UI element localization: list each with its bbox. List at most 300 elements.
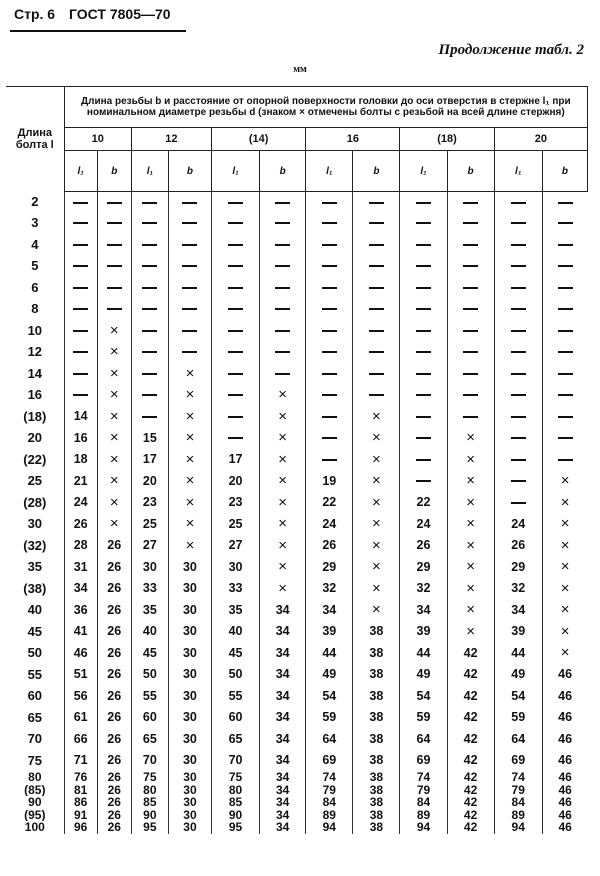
dash-cell [212,384,260,406]
value-cell: 42 [447,771,494,784]
value-cell: 32 [306,578,353,600]
diameter-header: 10 [64,128,131,151]
subheader-l1: l₁ [306,151,353,192]
bolt-length-cell: 65 [27,709,43,725]
full-thread-mark-cell: × [97,427,131,449]
value-cell: 56 [64,685,97,707]
bolt-length-cell: 6 [31,279,39,295]
value-cell: 17 [212,449,260,471]
dash-cell [400,277,447,299]
value-cell: 25 [131,513,168,535]
dash-cell [97,212,131,234]
value-cell: 49 [306,664,353,686]
dash-cell [97,255,131,277]
full-thread-mark-cell: × [260,492,306,514]
subheader-l1: l₁ [212,151,260,192]
dash-cell [212,406,260,428]
table-row [6,796,588,809]
full-thread-mark-cell: × [168,492,211,514]
table-row [6,513,588,535]
value-cell: 84 [400,796,447,809]
table-row [6,212,588,234]
value-cell: 39 [400,621,447,643]
full-thread-mark-cell: × [260,470,306,492]
full-thread-mark-cell: × [447,449,494,471]
value-cell: 22 [400,492,447,514]
bolt-length-cell: (32) [23,537,47,553]
value-cell: 40 [212,621,260,643]
dash-cell [131,406,168,428]
value-cell: 55 [212,685,260,707]
full-thread-mark-cell: × [168,363,211,385]
full-thread-mark-cell: × [97,320,131,342]
dash-cell [168,277,211,299]
dash-cell [131,234,168,256]
bolt-length-cell: (18) [23,408,47,424]
full-thread-mark-cell: × [260,427,306,449]
value-cell: 66 [64,728,97,750]
value-cell: 42 [447,796,494,809]
value-cell: 17 [131,449,168,471]
value-cell: 34 [260,685,306,707]
value-cell: 64 [494,728,542,750]
dash-cell [97,192,131,213]
bolt-length-cell: (85) [24,783,46,796]
dash-cell [131,363,168,385]
value-cell: 59 [400,707,447,729]
dash-cell [542,427,587,449]
dash-cell [447,192,494,213]
value-cell: 24 [64,492,97,514]
table-row [6,192,588,213]
bolt-length-cell: 50 [27,645,43,661]
value-cell: 60 [131,707,168,729]
table-caption: Длина резьбы b и расстояние от опорной поверхности головки до оси отверстия в стержне l₁ при номинальном диаметре резьбы d (знаком × отмечены болты с резьбой на всей длине стержня) [64,87,587,128]
value-cell: 90 [131,809,168,822]
dash-cell [400,406,447,428]
value-cell: 38 [353,664,400,686]
full-thread-mark-cell: × [353,470,400,492]
value-cell: 26 [97,556,131,578]
dash-cell [542,449,587,471]
value-cell: 70 [212,750,260,772]
value-cell: 38 [353,621,400,643]
value-cell: 26 [97,728,131,750]
dash-cell [168,298,211,320]
dash-cell [97,234,131,256]
value-cell: 38 [353,821,400,834]
value-cell: 29 [306,556,353,578]
table-row [6,556,588,578]
bolt-length-cell: 60 [27,688,43,704]
table-row [6,685,588,707]
bolt-length-cell: 40 [27,602,43,618]
full-thread-mark-cell: × [542,492,587,514]
dash-cell [400,363,447,385]
value-cell: 42 [447,750,494,772]
full-thread-mark-cell: × [542,642,587,664]
value-cell: 27 [212,535,260,557]
value-cell: 26 [97,578,131,600]
value-cell: 46 [542,685,587,707]
value-cell: 26 [97,796,131,809]
value-cell: 46 [542,796,587,809]
dash-cell [212,298,260,320]
value-cell: 80 [212,784,260,797]
value-cell: 26 [97,621,131,643]
full-thread-mark-cell: × [97,363,131,385]
table-row [6,784,588,797]
value-cell: 85 [131,796,168,809]
dash-cell [400,234,447,256]
dash-cell [494,363,542,385]
value-cell: 75 [212,771,260,784]
value-cell: 15 [131,427,168,449]
full-thread-mark-cell: × [447,578,494,600]
dash-cell [353,298,400,320]
value-cell: 30 [168,796,211,809]
value-cell: 29 [494,556,542,578]
value-cell: 42 [447,821,494,834]
full-thread-mark-cell: × [260,449,306,471]
dash-cell [494,277,542,299]
dash-cell [400,212,447,234]
value-cell: 90 [212,809,260,822]
value-cell: 34 [260,621,306,643]
bolt-length-cell: 14 [27,365,43,381]
full-thread-mark-cell: × [168,384,211,406]
full-thread-mark-cell: × [447,513,494,535]
dash-cell [494,212,542,234]
full-thread-mark-cell: × [353,492,400,514]
dash-cell [447,298,494,320]
table-row [6,809,588,822]
dash-cell [64,320,97,342]
table-row [6,449,588,471]
value-cell: 30 [168,809,211,822]
bolt-length-cell: (22) [23,451,47,467]
bolt-length-cell: 70 [27,731,43,747]
dash-cell [494,449,542,471]
value-cell: 16 [64,427,97,449]
dash-cell [542,277,587,299]
value-cell: 46 [542,771,587,784]
dash-cell [131,384,168,406]
full-thread-mark-cell: × [447,621,494,643]
value-cell: 24 [400,513,447,535]
value-cell: 46 [542,707,587,729]
dash-cell [400,341,447,363]
table-row [6,771,588,784]
table-row [6,298,588,320]
dash-cell [306,341,353,363]
value-cell: 30 [168,664,211,686]
value-cell: 26 [306,535,353,557]
dash-cell [212,192,260,213]
full-thread-mark-cell: × [260,556,306,578]
bolt-length-cell: (95) [24,808,46,821]
value-cell: 49 [400,664,447,686]
dash-cell [542,320,587,342]
full-thread-mark-cell: × [353,556,400,578]
value-cell: 38 [353,796,400,809]
bolt-length-cell: 45 [27,623,43,639]
dash-cell [212,277,260,299]
full-thread-mark-cell: × [260,513,306,535]
full-thread-mark-cell: × [260,384,306,406]
page-number: Стр. 6 [14,6,56,22]
value-cell: 34 [494,599,542,621]
dash-cell [168,320,211,342]
value-cell: 45 [212,642,260,664]
dash-cell [306,234,353,256]
subheader-b: b [353,151,400,192]
full-thread-mark-cell: × [260,578,306,600]
value-cell: 35 [131,599,168,621]
dash-cell [306,363,353,385]
dash-cell [447,384,494,406]
diameter-header: (18) [400,128,494,151]
dash-cell [131,277,168,299]
full-thread-mark-cell: × [97,492,131,514]
value-cell: 96 [64,821,97,834]
value-cell: 31 [64,556,97,578]
bolt-length-cell: 90 [28,796,42,809]
table-row [6,535,588,557]
full-thread-mark-cell: × [353,599,400,621]
value-cell: 34 [260,750,306,772]
value-cell: 50 [131,664,168,686]
bolt-length-cell: 16 [27,387,43,403]
value-cell: 30 [168,750,211,772]
value-cell: 34 [260,809,306,822]
value-cell: 50 [212,664,260,686]
dash-cell [400,470,447,492]
dash-cell [447,212,494,234]
dash-cell [64,234,97,256]
dash-cell [260,298,306,320]
value-cell: 76 [64,771,97,784]
value-cell: 69 [306,750,353,772]
value-cell: 74 [306,771,353,784]
value-cell: 35 [212,599,260,621]
standard-number: ГОСТ 7805—70 [68,6,171,22]
dash-cell [494,492,542,514]
dash-cell [447,255,494,277]
dash-cell [494,427,542,449]
value-cell: 46 [542,809,587,822]
bolt-length-cell: 55 [27,666,43,682]
dash-cell [494,192,542,213]
value-cell: 34 [260,707,306,729]
value-cell: 95 [212,821,260,834]
value-cell: 38 [353,685,400,707]
value-cell: 42 [447,728,494,750]
value-cell: 26 [97,642,131,664]
page-header [14,6,181,22]
dash-cell [353,341,400,363]
full-thread-mark-cell: × [447,535,494,557]
value-cell: 19 [306,470,353,492]
dash-cell [494,406,542,428]
bolt-dimensions-table [6,86,588,834]
dash-cell [168,234,211,256]
full-thread-mark-cell: × [447,556,494,578]
value-cell: 79 [306,784,353,797]
table-row [6,320,588,342]
value-cell: 30 [168,784,211,797]
table-row [6,621,588,643]
value-cell: 69 [494,750,542,772]
dash-cell [447,341,494,363]
value-cell: 65 [131,728,168,750]
dash-cell [447,363,494,385]
table-row [6,664,588,686]
table-row [6,406,588,428]
full-thread-mark-cell: × [260,535,306,557]
dash-cell [306,384,353,406]
value-cell: 26 [97,707,131,729]
bolt-length-cell: 30 [27,516,43,532]
subheader-b: b [260,151,306,192]
bolt-length-cell: 80 [28,771,42,784]
value-cell: 46 [64,642,97,664]
value-cell: 45 [131,642,168,664]
value-cell: 38 [353,750,400,772]
dash-cell [260,320,306,342]
value-cell: 30 [168,821,211,834]
table-row [6,707,588,729]
value-cell: 20 [212,470,260,492]
full-thread-mark-cell: × [353,406,400,428]
value-cell: 30 [212,556,260,578]
value-cell: 33 [131,578,168,600]
value-cell: 38 [353,707,400,729]
dash-cell [353,320,400,342]
dash-cell [168,212,211,234]
value-cell: 42 [447,784,494,797]
dash-cell [64,341,97,363]
table-row [6,427,588,449]
dash-cell [64,384,97,406]
dash-cell [494,298,542,320]
dash-cell [400,384,447,406]
value-cell: 20 [131,470,168,492]
full-thread-mark-cell: × [97,341,131,363]
value-cell: 34 [260,664,306,686]
value-cell: 95 [131,821,168,834]
value-cell: 28 [64,535,97,557]
table-body [6,192,588,834]
value-cell: 27 [131,535,168,557]
bolt-length-cell: 20 [27,430,43,446]
dash-cell [97,277,131,299]
full-thread-mark-cell: × [97,513,131,535]
value-cell: 79 [494,784,542,797]
full-thread-mark-cell: × [447,599,494,621]
full-thread-mark-cell: × [168,470,211,492]
value-cell: 26 [97,821,131,834]
full-thread-mark-cell: × [447,427,494,449]
full-thread-mark-cell: × [168,513,211,535]
dash-cell [260,341,306,363]
value-cell: 34 [64,578,97,600]
value-cell: 30 [168,599,211,621]
value-cell: 26 [97,664,131,686]
table-row [6,255,588,277]
full-thread-mark-cell: × [168,449,211,471]
value-cell: 30 [168,556,211,578]
value-cell: 61 [64,707,97,729]
value-cell: 34 [260,599,306,621]
full-thread-mark-cell: × [542,556,587,578]
full-thread-mark-cell: × [168,535,211,557]
table-row [6,750,588,772]
full-thread-mark-cell: × [168,427,211,449]
value-cell: 54 [400,685,447,707]
dash-cell [306,255,353,277]
dash-cell [542,192,587,213]
value-cell: 26 [97,750,131,772]
dash-cell [212,320,260,342]
value-cell: 14 [64,406,97,428]
dash-cell [260,212,306,234]
subheader-l1: l₁ [64,151,97,192]
dash-cell [131,298,168,320]
value-cell: 23 [131,492,168,514]
value-cell: 42 [447,809,494,822]
bolt-length-cell: (28) [23,494,47,510]
table-row [6,470,588,492]
dash-cell [64,212,97,234]
dash-cell [400,192,447,213]
dash-cell [306,320,353,342]
dash-cell [353,277,400,299]
dash-cell [542,363,587,385]
bolt-length-cell: 25 [27,473,43,489]
dash-cell [542,384,587,406]
value-cell: 34 [400,599,447,621]
diameter-header: 20 [494,128,587,151]
dash-cell [168,192,211,213]
dash-cell [400,449,447,471]
value-cell: 65 [212,728,260,750]
value-cell: 94 [494,821,542,834]
dash-cell [131,212,168,234]
value-cell: 26 [494,535,542,557]
table-row [6,492,588,514]
value-cell: 64 [306,728,353,750]
value-cell: 84 [494,796,542,809]
dash-cell [168,255,211,277]
diameter-header-row [6,128,588,151]
dash-cell [212,234,260,256]
value-cell: 30 [168,707,211,729]
dash-cell [306,427,353,449]
value-cell: 34 [306,599,353,621]
dash-cell [494,255,542,277]
subheader-row [6,151,588,192]
dash-cell [447,406,494,428]
dash-cell [353,212,400,234]
value-cell: 49 [494,664,542,686]
dash-cell [400,298,447,320]
value-cell: 38 [353,784,400,797]
dash-cell [306,298,353,320]
table-row [6,363,588,385]
value-cell: 26 [97,771,131,784]
value-cell: 46 [542,728,587,750]
